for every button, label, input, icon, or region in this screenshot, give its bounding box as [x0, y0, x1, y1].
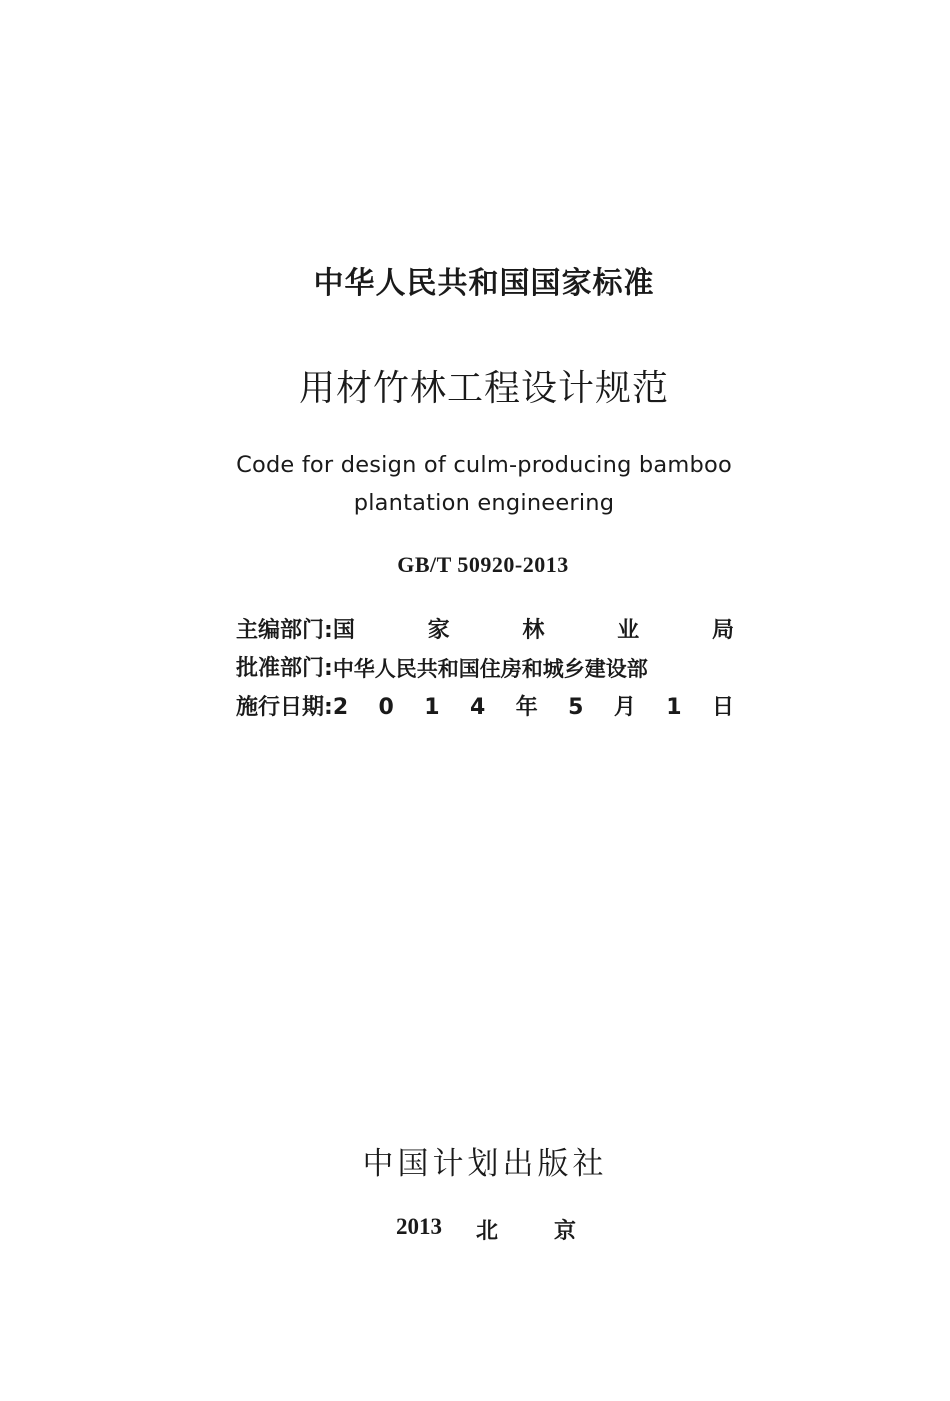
date-char: 0: [378, 695, 394, 720]
title-english-line-2: plantation engineering: [353, 490, 615, 516]
city-char: 京: [553, 1219, 576, 1244]
standard-code: GB/T 50920-2013: [397, 552, 569, 577]
approver-label: 批准部门:: [236, 656, 333, 681]
effective-date-label: 施行日期:: [236, 695, 333, 720]
date-char: 2: [332, 695, 349, 720]
date-char: 年: [515, 695, 538, 720]
publication-year: 2013: [396, 1214, 442, 1239]
editor-label: 主编部门:: [236, 618, 333, 643]
date-char: 1: [424, 695, 440, 720]
title-english: [0, 446, 950, 522]
date-char: 1: [666, 695, 682, 720]
editor-value: [333, 612, 734, 650]
city-char: 北: [476, 1219, 499, 1244]
date-char: 5: [568, 695, 584, 720]
editor-char: 业: [617, 618, 640, 643]
approver-value: 中华人民共和国住房和城乡建设部: [332, 657, 648, 681]
date-char: 月: [613, 695, 636, 720]
effective-date-value: [333, 689, 734, 727]
standard-category-heading: 中华人民共和国国家标准: [313, 266, 655, 301]
publication-city: [476, 1214, 576, 1245]
date-char: 日: [711, 695, 734, 720]
effective-date-row: [236, 689, 734, 727]
title-chinese: 用材竹林工程设计规范: [298, 368, 669, 409]
approver-row: [236, 650, 734, 688]
editor-char: 家: [427, 618, 450, 643]
publisher-name: 中国计划出版社: [362, 1146, 608, 1182]
editor-row: [236, 612, 734, 650]
publication-line: [396, 1214, 576, 1245]
editor-char: 局: [711, 618, 734, 643]
editor-char: 国: [332, 618, 355, 643]
editor-char: 林: [522, 618, 545, 643]
title-english-line-1: Code for design of culm-producing bamboo: [236, 452, 732, 478]
date-char: 4: [469, 695, 486, 720]
